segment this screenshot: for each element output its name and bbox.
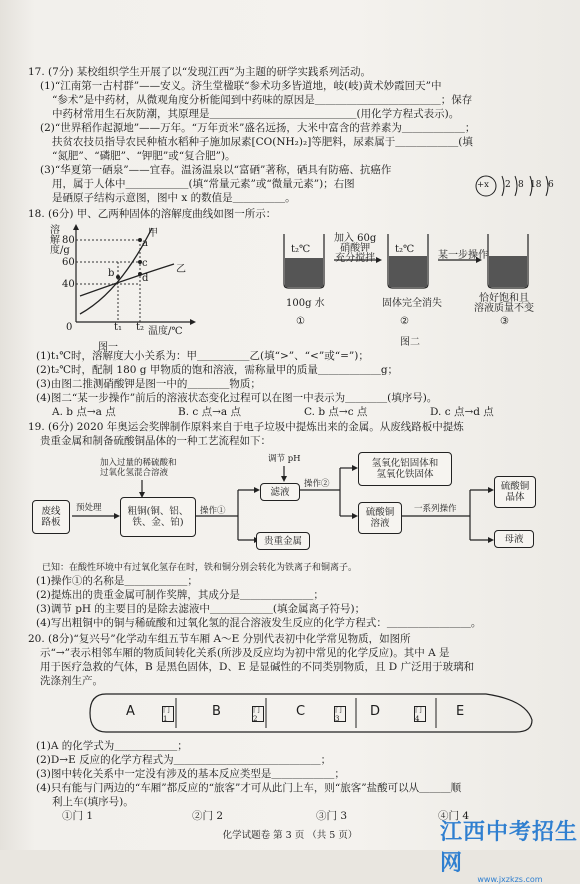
point-b: b xyxy=(108,268,115,279)
door-2: 门2 xyxy=(252,706,264,722)
atom-shell-3: 18 xyxy=(530,180,542,190)
door-4: 门4 xyxy=(414,706,426,722)
q17-p3b: 用，属于人体中＿＿＿＿＿＿(填“常量元素”或“微量元素”)；右图 xyxy=(52,178,355,190)
figure2-caption: 图二 xyxy=(400,337,420,348)
beaker3-num: ③ xyxy=(500,316,509,327)
flow-crude-copper: 粗铜(铜、铝、 铁、金、铂) xyxy=(120,497,196,537)
q18-option-d: D. c 点→d 点 xyxy=(430,406,494,418)
beaker2-label: 固体完全消失 xyxy=(382,298,442,309)
flow-precious-metal: 贵重金属 xyxy=(256,532,310,550)
q20-option-3: ③门 3 xyxy=(316,810,348,822)
beaker1-temp: t₂℃ xyxy=(291,244,311,255)
q18-s2: (2)t₂℃时，配制 180 g 甲物质的饱和溶液，需称量甲的质量＿＿＿＿＿＿g； xyxy=(36,364,399,376)
arrow1-label: 加入 60g 硝酸钾 充分搅拌 xyxy=(334,233,377,264)
graph-ytick-80: 80 xyxy=(62,235,75,246)
beaker3-label: 恰好饱和且 溶液质量不变 xyxy=(474,293,534,314)
q19-title-a: 19. (6分) 2020 年奥运会奖牌制作原料来自于电子垃圾中提炼出来的金属。从废线路板中提炼 xyxy=(28,421,464,433)
q20-s1: (1)A 的化学式为＿＿＿＿＿＿； xyxy=(36,740,188,752)
graph-ylabel: 溶解度/g xyxy=(50,225,70,256)
q19-title-b: 贵重金属和制备硫酸铜晶体的一种工艺流程如下： xyxy=(40,435,271,447)
q18-s3: (3)由图二推测硝酸钾是图一中的＿＿＿＿物质； xyxy=(36,378,261,390)
beaker2-num: ② xyxy=(400,316,409,327)
q20-option-4: ④门 4 xyxy=(438,810,470,822)
q17-p1a: (1)“江南第一古村群”——安义。济生堂楹联“参术功多皆道地，岐(岐)黄术妙霞回天”中 xyxy=(40,80,442,92)
graph-ytick-40: 40 xyxy=(62,279,75,290)
q20-title-d: 洗涤剂生产。 xyxy=(40,675,103,687)
flow-adjust-ph: 调节 pH xyxy=(268,454,301,464)
q18-title: 18. (6分) 甲、乙两种固体的溶解度曲线如图一所示： xyxy=(28,208,277,220)
q20-s2: (2)D→E 反应的化学方程式为＿＿＿＿＿＿＿＿＿＿＿＿＿＿； xyxy=(36,754,332,766)
q19-s4: (4)写出粗铜中的铜与稀硫酸和过氧化氢的混合溶液发生反应的化学方程式：＿＿＿＿＿＿＿＿。 xyxy=(36,617,482,629)
beaker1-num: ① xyxy=(296,316,305,327)
q20-title-a: 20. (8分)“复兴号”化学动车组五节车厢 A～E 分别代表初中化学常见物质，如图所 xyxy=(28,633,411,645)
atom-shell-2: 8 xyxy=(518,180,524,190)
flow-filtrate: 滤液 xyxy=(260,483,300,501)
q17-p3a: (3)“华夏第一硒泉”——宜春。温汤温泉以“富硒”著称，硒具有防癌、抗癌作 xyxy=(40,164,392,176)
q18-s1: (1)t₁℃时，溶解度大小关系为：甲＿＿＿＿＿乙(填“>”、“<”或“=”)； xyxy=(36,350,369,362)
graph-origin: 0 xyxy=(66,322,73,333)
flow-crystal: 硫酸铜 晶体 xyxy=(494,476,536,508)
graph-xtick-t2: t₂ xyxy=(136,322,145,333)
car-c: C xyxy=(296,704,306,719)
atom-shell-4: 6 xyxy=(548,180,554,190)
flow-pretreat: 预处理 xyxy=(76,503,102,513)
q17-p1b: “参术”是中药材，从微观角度分析能闻到中药味的原因是＿＿＿＿＿＿＿＿＿＿＿＿；保存 xyxy=(52,94,473,106)
point-c: c xyxy=(142,258,148,269)
car-a: A xyxy=(126,704,135,719)
flow-series-ops: 一系列操作 xyxy=(414,504,457,514)
q19-note: 已知：在酸性环境中有过氧化氢存在时，铁和铜分别会转化为铁离子和铜离子。 xyxy=(42,563,358,573)
curve-yi xyxy=(80,264,174,296)
q20-s4b: 利上车(填序号)。 xyxy=(52,796,134,808)
curve-label-jia: 甲 xyxy=(148,228,158,239)
q17-p3c: 是硒原子结构示意图，图中 x 的数值是＿＿＿＿＿。 xyxy=(52,192,296,204)
car-d: D xyxy=(370,704,381,719)
car-b: B xyxy=(212,704,221,719)
q19-s3: (3)调节 pH 的主要目的是除去滤液中＿＿＿＿＿＿(填金属离子符号)； xyxy=(36,603,366,615)
q19-s1: (1)操作①的名称是＿＿＿＿＿＿； xyxy=(36,575,198,587)
q20-s3: (3)图中转化关系中一定没有涉及的基本反应类型是＿＿＿＿＿＿； xyxy=(36,768,345,780)
q20-s4a: (4)只有能与门两边的“车厢”都反应的“旅客”才可从此门上车，则“旅客”盐酸可以从＿＿＿顺 xyxy=(36,782,462,794)
page-footer: 化学试题卷 第 3 页 （共 5 页） xyxy=(222,830,358,841)
q17-p2c: “氮肥”、“磷肥”、“钾肥”或“复合肥”)。 xyxy=(52,150,236,162)
q20-title-b: 示“→”表示相邻车厢的物质间转化关系(所涉及反应均为初中常见的化学反应)。其中 A 是 xyxy=(40,647,450,659)
door-1: 门1 xyxy=(162,706,174,722)
flow-op1: 操作① xyxy=(200,506,226,516)
q18-option-b: B. c 点→a 点 xyxy=(178,406,242,418)
beaker2-temp: t₂℃ xyxy=(395,244,415,255)
car-e: E xyxy=(456,704,465,719)
q20-title-c: 用于医疗急救的气体，B 是黑色固体，D、E 是显碱性的不同类别物质，且 D 广泛用于玻璃和 xyxy=(40,661,475,673)
flow-cuso4-solution: 硫酸铜 溶液 xyxy=(358,502,402,534)
q17-p1c: 中药材常用生石灰防潮，其原理是＿＿＿＿＿＿＿＿＿＿＿＿＿＿(用化学方程式表示)。 xyxy=(52,108,460,120)
graph-caption: 图一 xyxy=(98,342,118,353)
flow-hydroxide-solids: 氢氧化铝固体和 氢氧化铁固体 xyxy=(358,452,452,486)
q17-p2b: 扶贫农技员指导农民种植水稻种子施加尿素[CO(NH₂)₂]等肥料，尿素属于＿＿＿＿＿＿(填 xyxy=(52,136,473,148)
graph-ytick-60: 60 xyxy=(62,257,75,268)
beaker-diagram xyxy=(280,228,540,290)
q17-title: 17. (7分) 某校组织学生开展了以“发现江西”为主题的研学实践系列活动。 xyxy=(28,66,371,78)
graph-xtick-t1: t₁ xyxy=(114,322,123,333)
arrow2-label: 某一步操作 xyxy=(438,250,488,261)
flow-mother-liquor: 母液 xyxy=(494,530,534,548)
flow-add-acid: 加入过量的稀硫酸和 过氧化氢混合溶液 xyxy=(100,458,177,478)
point-d: d xyxy=(142,273,149,284)
door-3: 门3 xyxy=(334,706,346,722)
atom-nucleus: +x xyxy=(477,180,489,190)
q18-option-a: A. b 点→a 点 xyxy=(52,406,116,418)
graph-xlabel: 温度/℃ xyxy=(148,326,183,337)
q20-option-1: ①门 1 xyxy=(62,810,94,822)
watermark-logo: 江西中考招生网 www.jxzkzs.com xyxy=(440,820,579,884)
point-a: a xyxy=(142,238,148,249)
curve-label-yi: 乙 xyxy=(176,264,186,275)
q18-s4: (4)图二“某一步操作”前后的溶液状态变化过程可以在图一中表示为＿＿＿＿(填序号)。 xyxy=(36,392,438,404)
q19-s2: (2)提炼出的贵重金属可制作奖牌，其成分是＿＿＿＿＿＿＿； xyxy=(36,589,324,601)
q18-option-c: C. b 点→c 点 xyxy=(304,406,368,418)
beaker1-label: 100g 水 xyxy=(286,298,325,309)
flow-op2: 操作② xyxy=(304,479,330,489)
q20-option-2: ②门 2 xyxy=(192,810,224,822)
atom-shell-1: 2 xyxy=(505,180,511,190)
q17-p2a: (2)“世界稻作起源地”——万年。“万年贡米”盛名远扬，大米中富含的营养素为＿＿＿＿＿＿； xyxy=(40,122,476,134)
flow-source-box: 废线 路板 xyxy=(32,500,70,534)
train-diagram xyxy=(86,690,536,736)
